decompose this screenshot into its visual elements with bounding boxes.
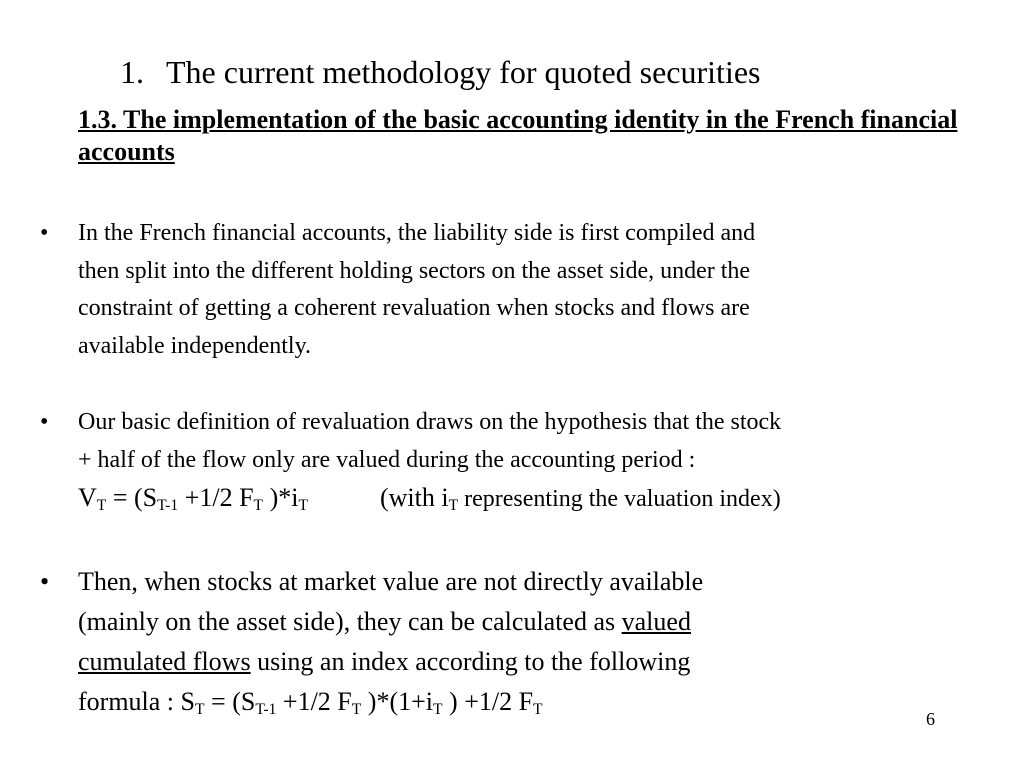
formula-s-sub: T: [195, 700, 205, 718]
bullet-symbol: •: [40, 567, 50, 596]
formula-plus-half: +1/2 F: [276, 687, 352, 716]
formula-v: V: [78, 483, 97, 512]
bullet-2: [40, 403, 1000, 518]
title-number: 1.: [120, 54, 144, 90]
slide-title: [120, 50, 760, 94]
formula-eq-open: = (S: [204, 687, 256, 716]
title-text: The current methodology for quoted securities: [166, 54, 761, 90]
valued-underlined: valued: [621, 607, 691, 636]
bullet-3: [40, 562, 1000, 722]
bullet-3-line-3-text: using an index according to the following: [250, 647, 691, 676]
bullet-1-line-3: constraint of getting a coherent revaluation when stocks and flows are: [78, 295, 750, 321]
cumulated-flows-underlined: cumulated flows: [78, 647, 251, 676]
formula-plus-half-2: ) +1/2 F: [442, 687, 534, 716]
formula-note: [380, 483, 781, 512]
bullet-1: [40, 215, 1000, 365]
bullet-1-body: [78, 215, 1000, 365]
bullet-3-body: [78, 562, 1000, 722]
formula-plus-half: +1/2 F: [178, 483, 254, 512]
bullet-1-line-2: then split into the different holding sectors on the asset side, under the: [78, 257, 751, 284]
bullet-2-line-1: Our basic definition of revaluation draws on the hypothesis that the stock: [78, 409, 782, 435]
bullet-2-body: [78, 403, 1000, 518]
bullet-symbol: •: [40, 220, 49, 246]
bullet-1-line-1: In the French financial accounts, the liability side is first compiled and: [78, 220, 756, 246]
bullet-3-line-1: Then, when stocks at market value are not directly available: [78, 567, 704, 596]
formula-times-i: )*i: [263, 483, 299, 512]
formula-note-sub: T: [448, 496, 459, 514]
bullet-3-line-2: [78, 602, 1000, 642]
formula-i-sub: T: [298, 496, 308, 514]
formula-note-open: (with i: [380, 483, 449, 512]
bullet-2-line-2: + half of the flow only are valued during the accounting period :: [78, 447, 696, 473]
formula-s1-sub: T-1: [255, 700, 277, 718]
bullet-3-line-3: [78, 642, 1000, 682]
page-number: 6: [926, 709, 935, 729]
revaluation-formula: [78, 479, 1000, 518]
formula-s-sub: T-1: [157, 496, 179, 514]
formula-prefix: formula : S: [78, 687, 195, 716]
bullet-1-line-4: available independently.: [78, 332, 312, 359]
formula-times: )*(1+i: [361, 687, 433, 716]
formula-note-rest: representing the valuation index): [458, 486, 781, 512]
formula-i-sub: T: [433, 700, 443, 718]
formula-v-sub: T: [96, 496, 107, 514]
stock-formula: [78, 682, 1000, 722]
bullet-symbol: •: [40, 409, 49, 435]
formula-f2-sub: T: [533, 700, 543, 718]
formula-eq-open: = (S: [106, 483, 158, 512]
formula-f-sub: T: [253, 496, 264, 514]
bullet-3-line-2-text: (mainly on the asset side), they can be calculated as: [78, 607, 622, 636]
formula-f-sub: T: [351, 700, 362, 718]
slide-subtitle: 1.3. The implementation of the basic accounting identity in the French financial accounts: [78, 105, 958, 166]
